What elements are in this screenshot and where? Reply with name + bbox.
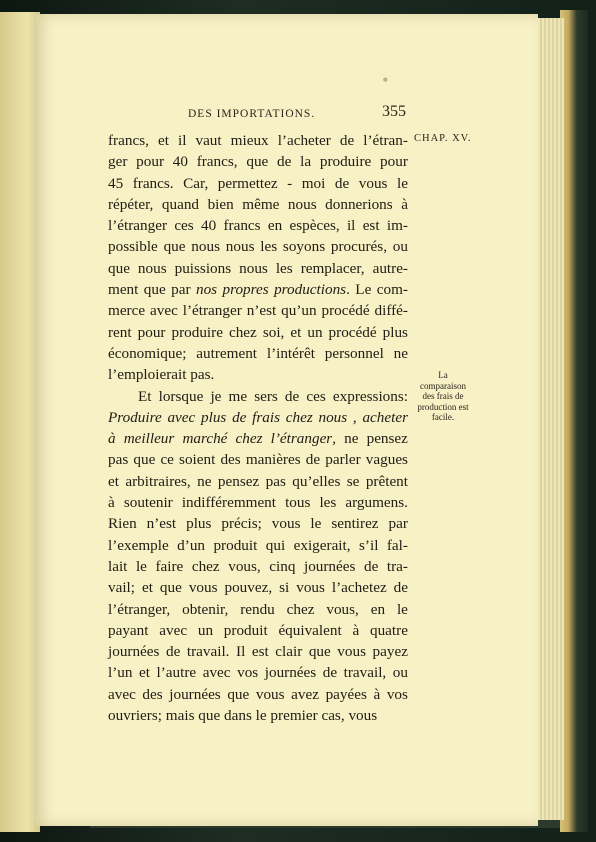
word: avec bbox=[167, 408, 196, 426]
word: Rien bbox=[108, 515, 137, 533]
word: procédé bbox=[328, 323, 377, 341]
word: chez bbox=[285, 408, 313, 426]
word: plus bbox=[382, 323, 408, 341]
word: se bbox=[346, 472, 360, 490]
word: et bbox=[290, 323, 302, 341]
word: de bbox=[166, 643, 181, 661]
word: remplacer, bbox=[300, 259, 365, 277]
word: permettez bbox=[217, 174, 278, 192]
word: payant bbox=[108, 621, 149, 639]
word: à bbox=[401, 195, 408, 213]
word: ne bbox=[344, 430, 359, 448]
word: francs bbox=[223, 217, 261, 235]
word: de bbox=[393, 579, 408, 597]
page-header bbox=[110, 103, 406, 127]
word: pas bbox=[265, 472, 286, 490]
text-line bbox=[108, 151, 408, 172]
word: travail. bbox=[186, 643, 230, 661]
word: journées bbox=[303, 557, 356, 575]
text-line bbox=[108, 620, 408, 641]
page-fore-edge bbox=[534, 18, 564, 820]
word: par bbox=[388, 515, 408, 533]
word: payez bbox=[372, 643, 408, 661]
word: n’est bbox=[146, 515, 177, 533]
text-line bbox=[108, 215, 408, 236]
text-line bbox=[108, 535, 408, 556]
word: ne bbox=[393, 344, 408, 362]
word: avec bbox=[108, 685, 136, 703]
word: et bbox=[139, 664, 150, 682]
word: mieux bbox=[230, 132, 269, 149]
text-line bbox=[108, 705, 408, 726]
text-line bbox=[108, 641, 408, 662]
word: est bbox=[362, 217, 380, 235]
word: répéter, bbox=[108, 195, 154, 213]
word: avec bbox=[202, 664, 231, 682]
word: vous bbox=[358, 174, 388, 192]
word: personnel bbox=[324, 344, 384, 362]
text-line bbox=[108, 407, 408, 428]
word: Produire bbox=[108, 408, 162, 426]
word: l’un bbox=[108, 664, 133, 682]
text-line bbox=[108, 684, 408, 705]
word: lorsque bbox=[158, 387, 204, 405]
word: l’étranger, bbox=[270, 430, 337, 448]
word: précis; bbox=[221, 515, 262, 533]
word: merce bbox=[108, 302, 146, 320]
word: travail, bbox=[343, 664, 387, 682]
text-line bbox=[108, 513, 408, 534]
word: d’un bbox=[177, 536, 206, 554]
word: à bbox=[108, 430, 116, 448]
word: vous bbox=[348, 707, 378, 725]
word: soi, bbox=[262, 323, 285, 341]
pencil-annotation: • bbox=[382, 70, 389, 90]
word: à bbox=[373, 685, 381, 703]
word: produit bbox=[213, 536, 258, 554]
word: propres bbox=[222, 281, 269, 299]
word: chez bbox=[286, 600, 315, 618]
word: même bbox=[242, 195, 280, 213]
word: argumens. bbox=[345, 494, 408, 512]
word: ou bbox=[392, 664, 408, 682]
word: journées bbox=[264, 664, 317, 682]
word: ces bbox=[174, 217, 194, 235]
word: de bbox=[322, 664, 338, 682]
word: un bbox=[307, 323, 323, 341]
word: rent bbox=[108, 323, 132, 341]
word: nos bbox=[195, 281, 218, 299]
word: fal- bbox=[386, 536, 408, 554]
word: de bbox=[339, 132, 355, 149]
text-line bbox=[108, 194, 408, 215]
word: que bbox=[246, 153, 269, 171]
word: produit bbox=[223, 621, 268, 639]
text-line bbox=[108, 386, 408, 407]
word: tra- bbox=[386, 557, 408, 575]
word: que bbox=[198, 707, 221, 725]
word: exigerait, bbox=[293, 536, 351, 554]
word: si bbox=[279, 579, 290, 597]
margin-note bbox=[410, 370, 476, 423]
word: clair bbox=[275, 643, 303, 661]
word: vous bbox=[296, 579, 325, 597]
page-number: 355 bbox=[382, 103, 406, 120]
word: journées bbox=[169, 685, 221, 703]
word: plus bbox=[186, 515, 212, 533]
word: le bbox=[310, 515, 322, 533]
word: vous bbox=[188, 579, 218, 597]
margin-note-line: facile. bbox=[431, 412, 455, 422]
word: sentirez bbox=[331, 515, 379, 533]
word: pas. bbox=[190, 366, 215, 384]
word: que bbox=[159, 579, 182, 597]
text-line bbox=[108, 364, 408, 385]
word: n’est bbox=[246, 302, 277, 320]
word: soutenir bbox=[123, 494, 173, 512]
text-line bbox=[108, 428, 408, 449]
word: qui bbox=[265, 536, 286, 554]
word: des bbox=[220, 451, 241, 469]
word: pas bbox=[108, 451, 129, 469]
word: vagues bbox=[365, 451, 408, 469]
text-line bbox=[108, 322, 408, 343]
word: l’intérêt bbox=[266, 344, 315, 362]
word: de bbox=[305, 451, 321, 469]
word: pour bbox=[136, 153, 164, 171]
word: il bbox=[177, 132, 187, 149]
word: avec bbox=[159, 621, 188, 639]
word: le bbox=[135, 557, 147, 575]
text-line bbox=[108, 258, 408, 279]
word: pour bbox=[380, 153, 408, 171]
text-line bbox=[108, 173, 408, 194]
word: nous bbox=[287, 195, 317, 213]
word: avez bbox=[291, 685, 319, 703]
word: marché bbox=[182, 430, 228, 448]
word: que bbox=[163, 238, 186, 256]
word: l’emploierait bbox=[108, 366, 187, 384]
word: Le bbox=[355, 281, 372, 299]
text-line bbox=[108, 236, 408, 257]
word: plus bbox=[201, 408, 227, 426]
word: et bbox=[108, 472, 119, 490]
word: 40 bbox=[172, 153, 188, 171]
word: parler bbox=[325, 451, 361, 469]
word: équivalent bbox=[278, 621, 342, 639]
word: procurés, bbox=[330, 238, 387, 256]
word: , bbox=[352, 408, 357, 426]
word: à bbox=[352, 621, 360, 639]
word: pour bbox=[137, 323, 166, 341]
word: lait bbox=[108, 557, 128, 575]
word: produire bbox=[319, 153, 372, 171]
word: vous, bbox=[326, 600, 359, 618]
word: économique; bbox=[108, 344, 187, 362]
word: l’étranger, bbox=[108, 600, 171, 618]
word: cinq bbox=[269, 557, 296, 575]
word: nous bbox=[137, 259, 167, 277]
word: de bbox=[277, 153, 292, 171]
word: procédé bbox=[321, 302, 370, 320]
word: manières bbox=[245, 451, 301, 469]
word: la bbox=[300, 153, 312, 171]
body-text bbox=[108, 130, 408, 726]
word: im- bbox=[386, 217, 408, 235]
word: le bbox=[255, 707, 267, 725]
word: que bbox=[308, 643, 331, 661]
word: l’acheter bbox=[277, 132, 331, 149]
word: les bbox=[260, 238, 278, 256]
word: me bbox=[228, 387, 248, 405]
running-head: DES IMPORTATIONS. bbox=[188, 108, 316, 120]
word: payées bbox=[325, 685, 367, 703]
word: les bbox=[275, 259, 293, 277]
word: bien bbox=[207, 195, 234, 213]
word: que bbox=[108, 259, 130, 277]
text-line bbox=[108, 300, 408, 321]
word: vos bbox=[237, 664, 259, 682]
word: indifféremment bbox=[181, 494, 276, 512]
text-line bbox=[108, 599, 408, 620]
word: nous bbox=[318, 408, 348, 426]
word: je bbox=[210, 387, 222, 405]
word: quatre bbox=[369, 621, 408, 639]
word: de bbox=[284, 387, 300, 405]
text-line bbox=[108, 130, 408, 151]
word: soient bbox=[179, 451, 216, 469]
margin-note-line: La bbox=[438, 370, 448, 380]
word: possible bbox=[108, 238, 158, 256]
word: meilleur bbox=[123, 430, 175, 448]
margin-note-line: production est bbox=[417, 401, 469, 412]
word: vos bbox=[386, 685, 408, 703]
word: chez bbox=[235, 430, 263, 448]
word: il bbox=[346, 217, 356, 235]
word: à bbox=[108, 494, 115, 512]
word: tous bbox=[285, 494, 311, 512]
word: faire bbox=[155, 557, 184, 575]
word: par bbox=[171, 281, 191, 299]
word: les bbox=[319, 494, 337, 512]
word: ger bbox=[108, 153, 128, 171]
word: espèces, bbox=[289, 217, 340, 235]
word: diffé- bbox=[374, 302, 408, 320]
text-line bbox=[108, 279, 408, 300]
word: et bbox=[157, 132, 169, 149]
word: autrement bbox=[196, 344, 258, 362]
word: l’autre bbox=[156, 664, 197, 682]
word: s’il bbox=[359, 536, 379, 554]
word: en bbox=[370, 600, 386, 618]
word: Car, bbox=[183, 174, 209, 192]
word: que bbox=[133, 451, 156, 469]
word: soyons bbox=[282, 238, 326, 256]
margin-note-line: des frais de bbox=[422, 391, 464, 401]
word: vous bbox=[255, 685, 285, 703]
word: l’étranger bbox=[108, 217, 168, 235]
word: vaut bbox=[195, 132, 222, 149]
word: pouvez, bbox=[224, 579, 273, 597]
word: de bbox=[363, 557, 379, 575]
word: 40 bbox=[201, 217, 217, 235]
word: un bbox=[197, 621, 214, 639]
word: donnerions bbox=[325, 195, 393, 213]
word: vous bbox=[337, 643, 366, 661]
word: chez bbox=[228, 323, 257, 341]
word: que bbox=[143, 281, 166, 299]
word: quand bbox=[161, 195, 200, 213]
word: est bbox=[251, 643, 269, 661]
word: ne bbox=[197, 472, 212, 490]
word: l’étran- bbox=[363, 132, 408, 149]
text-line bbox=[108, 556, 408, 577]
word: ou bbox=[392, 238, 408, 256]
word: qu’un bbox=[281, 302, 317, 320]
text-line bbox=[108, 577, 408, 598]
word: obtenir, bbox=[182, 600, 229, 618]
word: ouvriers; bbox=[108, 707, 162, 725]
text-line bbox=[108, 449, 408, 470]
word: premier bbox=[270, 707, 318, 725]
word: francs, bbox=[108, 132, 149, 149]
word: de bbox=[334, 174, 350, 192]
text-line bbox=[108, 343, 408, 364]
word: chez bbox=[191, 557, 220, 575]
word: Il bbox=[236, 643, 246, 661]
word: mais bbox=[165, 707, 195, 725]
word: Et bbox=[138, 387, 152, 405]
text-line bbox=[108, 492, 408, 513]
chapter-marker: CHAP. XV. bbox=[414, 133, 472, 144]
word: moi bbox=[301, 174, 326, 192]
word: l’achetez bbox=[331, 579, 387, 597]
word: l’étranger bbox=[182, 302, 242, 320]
word: ce bbox=[160, 451, 174, 469]
word: que bbox=[227, 685, 250, 703]
word: avec bbox=[150, 302, 178, 320]
word: l’exemple bbox=[108, 536, 169, 554]
word: produire bbox=[171, 323, 223, 341]
word: pensez bbox=[366, 430, 408, 448]
word: nous bbox=[191, 238, 220, 256]
word: en bbox=[267, 217, 283, 235]
word: 45 bbox=[108, 174, 124, 192]
word: nous bbox=[239, 259, 268, 277]
word: ment bbox=[108, 281, 139, 299]
word: frais bbox=[252, 408, 281, 426]
word: productions. bbox=[274, 281, 350, 299]
word: qu’elles bbox=[292, 472, 341, 490]
text-line bbox=[108, 471, 408, 492]
word: autre- bbox=[372, 259, 408, 277]
book-cover-board bbox=[560, 10, 588, 832]
word: des bbox=[142, 685, 163, 703]
margin-note-line: comparaison bbox=[420, 380, 466, 391]
word: rendu bbox=[240, 600, 275, 618]
text-line bbox=[108, 662, 408, 683]
word: journées bbox=[108, 643, 160, 661]
word: expressions: bbox=[332, 387, 408, 405]
word: le bbox=[396, 600, 408, 618]
word: prêtent bbox=[365, 472, 408, 490]
word: de bbox=[232, 408, 247, 426]
word: et bbox=[141, 579, 153, 597]
word: vous, bbox=[228, 557, 261, 575]
word: arbitraires, bbox=[125, 472, 191, 490]
word: le bbox=[396, 174, 408, 192]
word: - bbox=[287, 174, 293, 192]
word: nous bbox=[225, 238, 255, 256]
word: francs, bbox=[196, 153, 238, 171]
word: vail; bbox=[108, 579, 135, 597]
word: vous bbox=[271, 515, 301, 533]
word: com- bbox=[376, 281, 408, 299]
word: francs. bbox=[132, 174, 174, 192]
word: acheter bbox=[362, 408, 408, 426]
word: dans bbox=[224, 707, 252, 725]
word: ces bbox=[306, 387, 326, 405]
word: cas, bbox=[321, 707, 345, 725]
word: sers bbox=[254, 387, 278, 405]
word: pensez bbox=[217, 472, 260, 490]
word: puissions bbox=[174, 259, 232, 277]
